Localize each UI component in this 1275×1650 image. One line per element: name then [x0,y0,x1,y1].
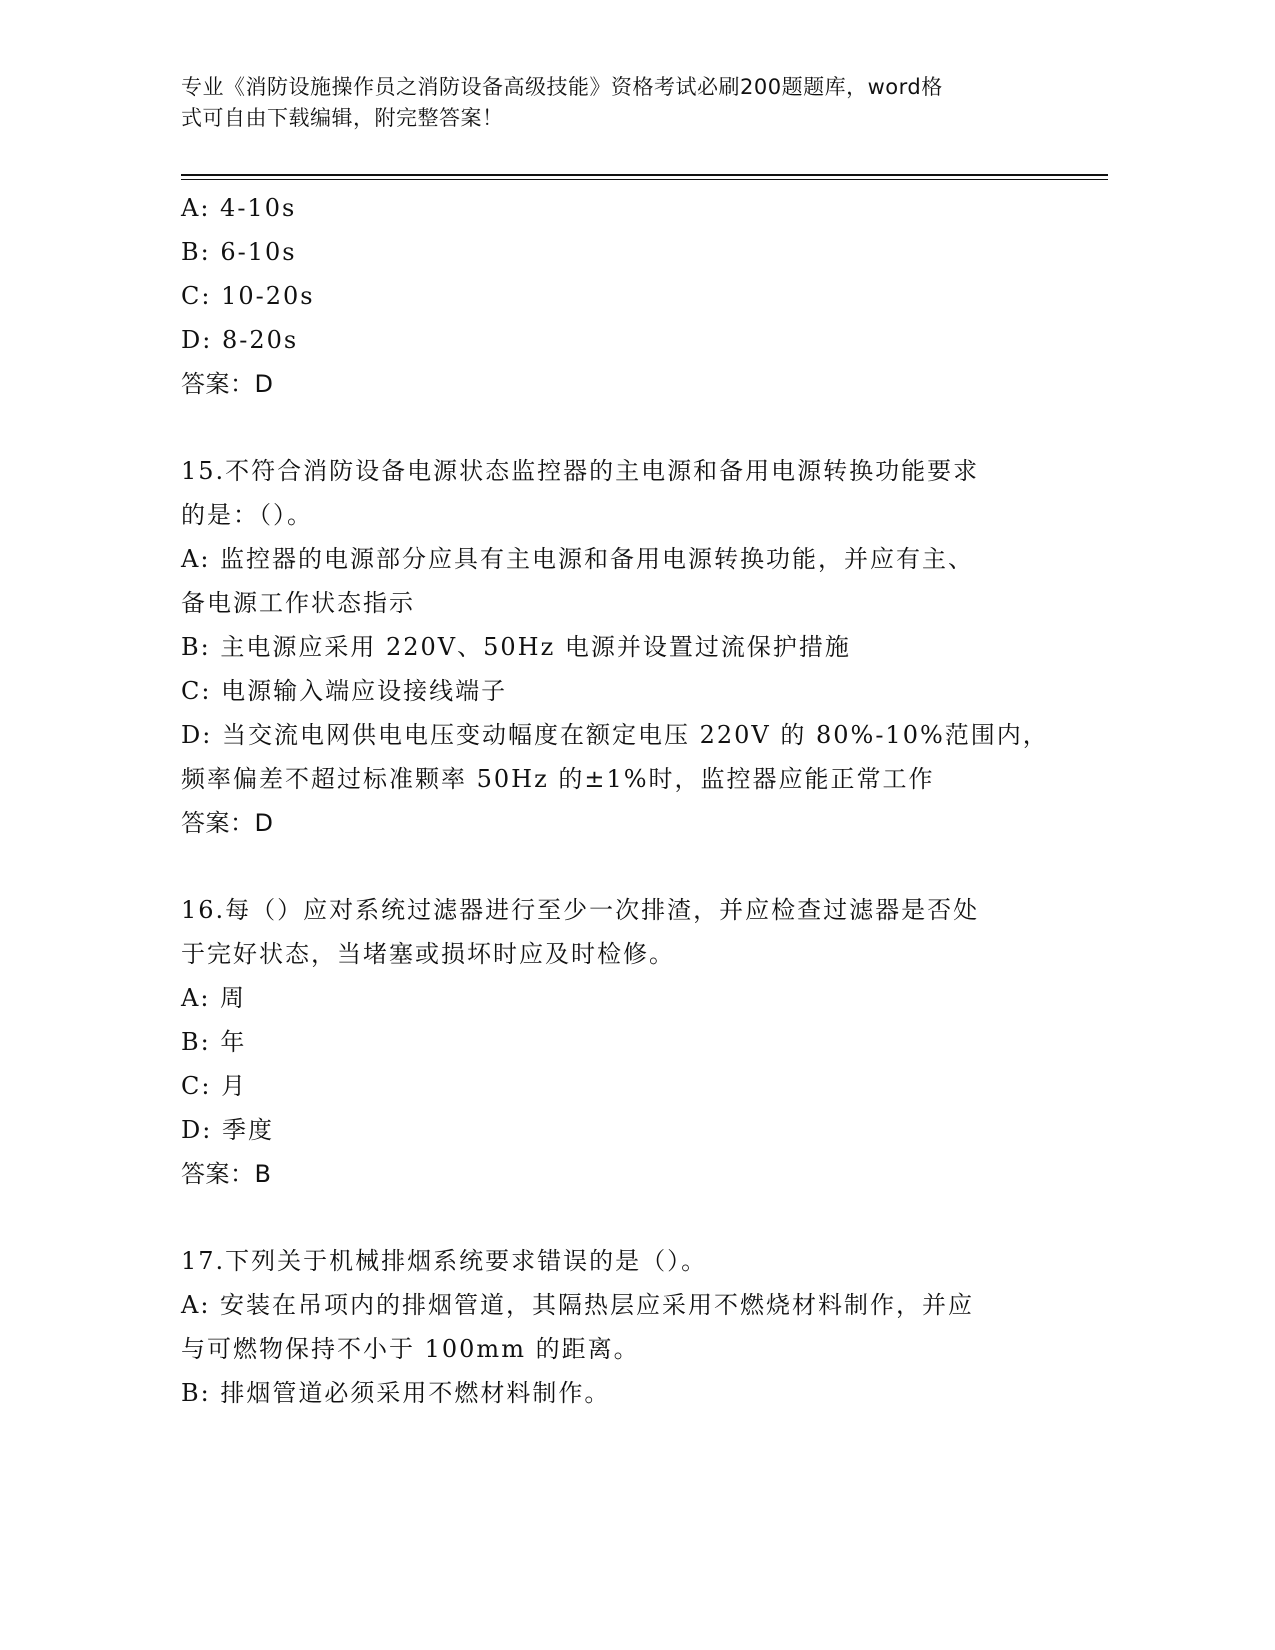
question-stem-cont: 于完好状态，当堵塞或损坏时应及时检修。 [181,940,675,968]
option-b: B: 主电源应采用 220V、50Hz 电源并设置过流保护措施 [181,633,851,661]
option-b: B: 6-10s [181,238,297,266]
question-stem: 16.每（）应对系统过滤器进行至少一次排渣，并应检查过滤器是否处 [181,896,980,924]
option-a: A: 安装在吊项内的排烟管道，其隔热层应采用不燃烧材料制作，并应 [181,1291,975,1319]
spacer [181,845,1061,888]
question-stem-cont: 的是：（）。 [181,501,313,529]
option-a-cont: 备电源工作状态指示 [181,589,415,617]
header-line-2: 式可自由下载编辑，附完整答案！ [181,106,504,130]
spacer [181,406,1061,449]
option-b: B: 年 [181,1028,247,1056]
option-d: D: 当交流电网供电电压变动幅度在额定电压 220V 的 80%-10%范围内， [181,721,1049,749]
question-stem: 15.不符合消防设备电源状态监控器的主电源和备用电源转换功能要求 [181,457,980,485]
answer: 答案：B [181,1160,272,1188]
option-a: A: 监控器的电源部分应具有主电源和备用电源转换功能，并应有主、 [181,545,975,573]
header-divider-thick [181,174,1108,176]
answer: 答案：D [181,809,274,837]
question-16 [181,888,1061,1196]
option-d: D: 8-20s [181,326,299,354]
option-b: B: 排烟管道必须采用不燃材料制作。 [181,1379,611,1407]
option-a-cont: 与可燃物保持不小于 100mm 的距离。 [181,1335,640,1363]
header-divider-thin [181,179,1108,180]
option-c: C: 电源输入端应设接线端子 [181,677,508,705]
header-line-1: 专业《消防设施操作员之消防设备高级技能》资格考试必刷200题题库，word格 [181,75,943,99]
option-d-cont: 频率偏差不超过标准颗率 50Hz 的±1%时，监控器应能正常工作 [181,765,935,793]
option-a: A: 4-10s [181,194,297,222]
option-a: A: 周 [181,984,247,1012]
question-15 [181,449,1061,845]
option-c: C: 10-20s [181,282,315,310]
option-c: C: 月 [181,1072,248,1100]
question-14 [181,186,1061,406]
spacer [181,1196,1061,1239]
question-content [181,186,1061,1415]
question-stem: 17.下列关于机械排烟系统要求错误的是（）。 [181,1247,708,1275]
page-header [181,72,1061,134]
question-17 [181,1239,1061,1415]
answer: 答案：D [181,370,274,398]
option-d: D: 季度 [181,1116,274,1144]
